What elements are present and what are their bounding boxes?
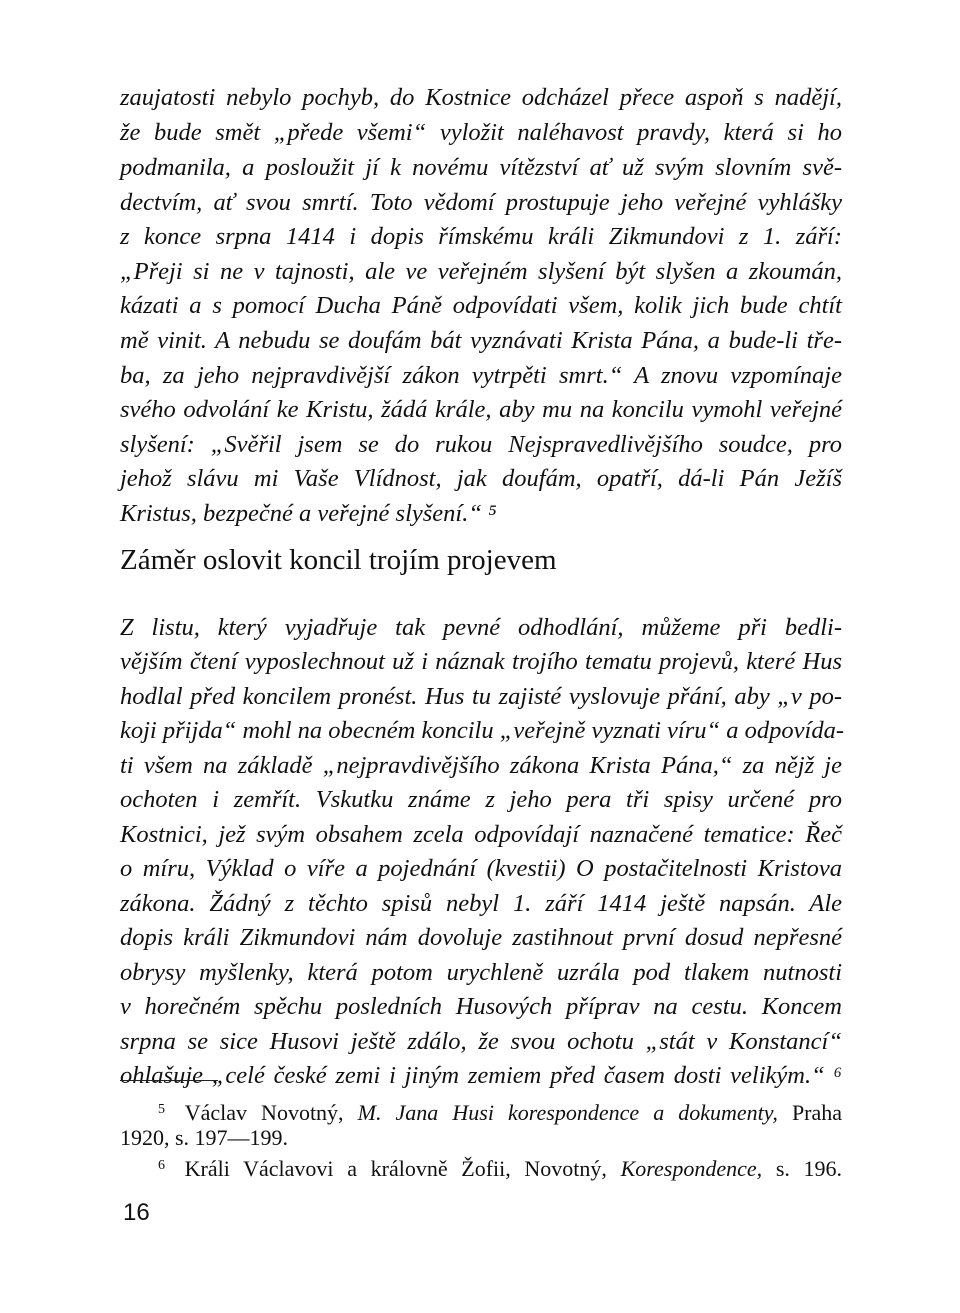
paragraph-line: Kristus, bezpečné a veřejné slyšení.“ ⁵ [120, 500, 497, 527]
paragraph-line: vějším čtení vyposlechnout už i náznak trojího tematu projevů, které Hus [120, 648, 842, 675]
footnote-title: Korespondence, [620, 1156, 763, 1181]
paragraph-line: srpna se sice Husovi ještě zdálo, že svou ochotu „stát v Konstancí“ [120, 1028, 842, 1055]
paragraph-line: o míru, Výklad o víře a pojednání (kvestii) O postačitelnosti Kristova [120, 855, 842, 882]
paragraph-line: koji přijda“ mohl na obecném koncilu „veřejně vyznati víru“ a odpovída- [120, 717, 844, 744]
paragraph-line: v horečném spěchu posledních Husových příprav na cestu. Koncem [120, 993, 842, 1020]
paragraph-line: dectvím, ať svou smrtí. Toto vědomí prostupuje jeho veřejné vyhlášky [120, 189, 842, 216]
paragraph-line: slyšení: „Svěřil jsem se do rukou Nejspravedlivějšího soudce, pro [120, 431, 842, 458]
paragraph-line: dopis králi Zikmundovi nám dovoluje zastihnout první dosud nepřesné [120, 924, 842, 951]
paragraph-line: ochoten i zemřít. Vskutku známe z jeho pera tři spisy určené pro [120, 786, 842, 813]
footnote-author: Václav Novotný, [184, 1100, 344, 1125]
paragraph-line: ba, za jeho nejpravdivější zákon vytrpěti smrt.“ A znovu vzpomínaje [120, 362, 842, 389]
paragraph-line: mě vinit. A nebudu se doufám bát vyznávati Krista Pána, a bude-li tře- [120, 327, 842, 354]
paragraph-line: svého odvolání ke Kristu, žádá krále, aby mu na koncilu vymohl veřejné [120, 396, 842, 423]
footnote-number: 5 [158, 1102, 165, 1117]
paragraph-line: ohlašuje „celé české zemi i jiným zemiem před časem dosti velikým.“ ⁶ [120, 1062, 842, 1089]
page-number: 16 [123, 1199, 150, 1226]
paragraph-line: kázati a s pomocí Ducha Páně odpovídati všem, kolik jich bude chtít [120, 292, 842, 319]
paragraph-line: obrysy myšlenky, která potom urychleně uzrála pod tlakem nutnosti [120, 959, 842, 986]
section-heading: Záměr oslovit koncil trojím projevem [120, 544, 557, 576]
footnote-separator [120, 1080, 218, 1081]
footnote-text: Králi Václavovi a královně Žofii, Novotný, [184, 1156, 607, 1181]
paragraph-line: ti všem na základě „nejpravdivějšího zákona Krista Pána,“ za nějž je [120, 752, 842, 779]
paragraph-line: zaujatosti nebylo pochyb, do Kostnice odcházel přece aspoň s nadějí, [120, 84, 842, 111]
paragraph-line: hodlal před koncilem pronést. Hus tu zajisté vyslovuje přání, aby „v po- [120, 683, 842, 710]
paragraph-line: Kostnici, jež svým obsahem zcela odpovídají naznačené tematice: Řeč [120, 821, 842, 848]
footnote-number: 6 [158, 1158, 165, 1173]
paragraph-line: zákona. Žádný z těchto spisů nebyl 1. září 1414 ještě napsán. Ale [120, 890, 842, 917]
footnote-title: M. Jana Husi korespondence a dokumenty, [357, 1100, 778, 1125]
footnote-6 [158, 1152, 842, 1180]
paragraph-line: „Přeji si ne v tajnosti, ale ve veřejném slyšení být slyšen a zkoumán, [120, 258, 842, 285]
paragraph-line: z konce srpna 1414 i dopis římskému králi Zikmundovi z 1. září: [120, 223, 842, 250]
footnote-5-continuation: 1920, s. 197—199. [120, 1125, 289, 1150]
footnote-5 [158, 1096, 842, 1124]
footnote-place: Praha [791, 1100, 843, 1125]
paragraph-line: podmanila, a posloužit jí k novému vítězství ať už svým slovním svě- [120, 154, 842, 181]
paragraph-line: že bude smět „přede všemi“ vyložit naléhavost pravdy, která si ho [120, 119, 842, 146]
footnote-pages: s. 196. [775, 1156, 843, 1181]
paragraph-line: jehož slávu mi Vaše Vlídnost, jak doufám, opatří, dá-li Pán Ježíš [120, 465, 842, 492]
paragraph-line: Z listu, který vyjadřuje tak pevné odhodlání, můžeme při bedli- [120, 614, 842, 641]
